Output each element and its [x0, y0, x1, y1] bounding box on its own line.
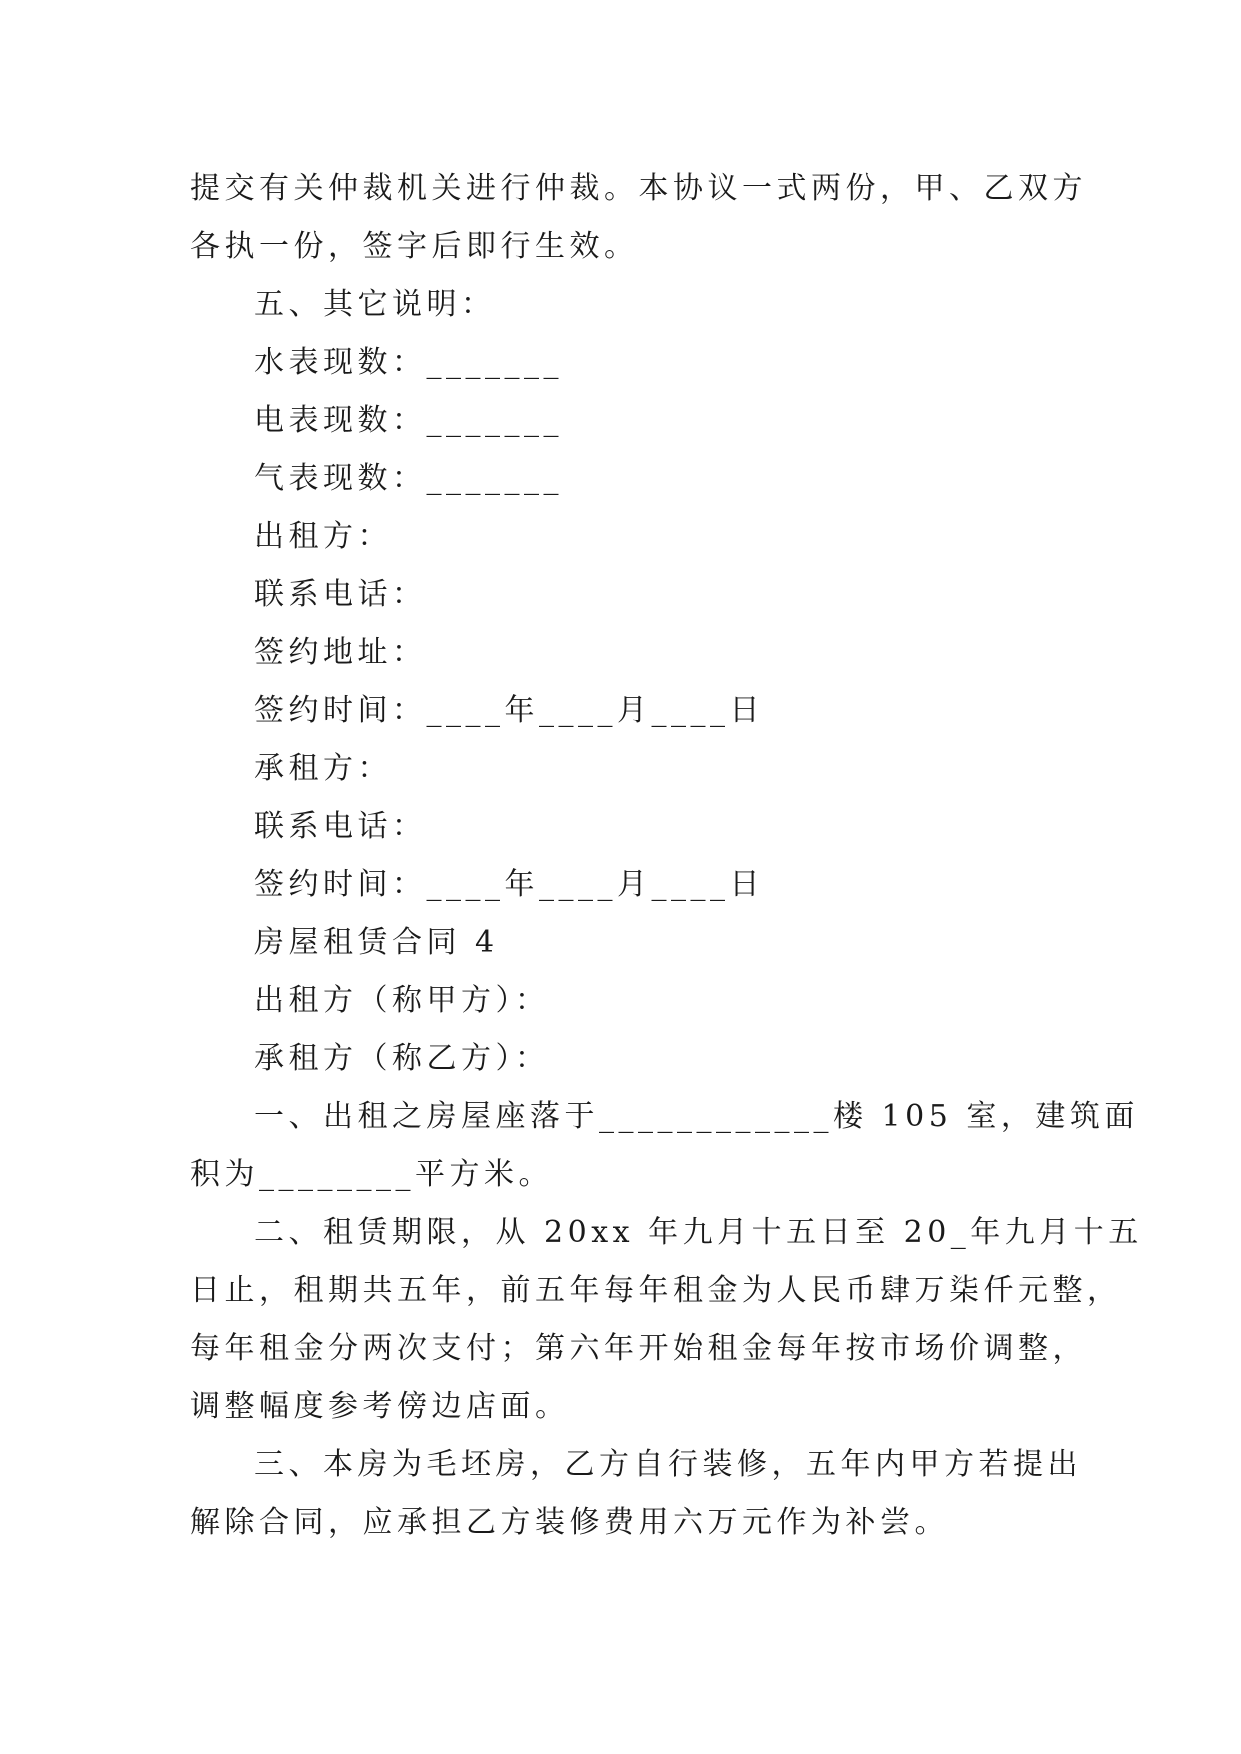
- gas-meter-reading: 气表现数：_______: [254, 461, 563, 496]
- clause-1-line: 一、出租之房屋座落于____________楼 105 室，建筑面: [254, 1099, 1139, 1134]
- lessor-signing-date: 签约时间：____年____月____日: [254, 693, 764, 728]
- lessee-label: 承租方：: [254, 751, 392, 786]
- clause-2-line: 调整幅度参考傍边店面。: [190, 1389, 570, 1424]
- text-line: 提交有关仲裁机关进行仲裁。本协议一式两份，甲、乙双方: [190, 171, 1087, 206]
- clause-3-line: 解除合同，应承担乙方装修费用六万元作为补尝。: [190, 1505, 949, 1540]
- clause-1-line: 积为________平方米。: [190, 1157, 553, 1192]
- party-a-label: 出租方（称甲方）：: [254, 983, 550, 1018]
- document-body: [190, 160, 1143, 1552]
- text-line: 各执一份，签字后即行生效。: [190, 229, 639, 264]
- lessor-label: 出租方：: [254, 519, 392, 554]
- clause-2-line: 日止，租期共五年，前五年每年租金为人民币肆万柒仟元整，: [190, 1273, 1122, 1308]
- contract-title: 房屋租赁合同 4: [254, 925, 499, 960]
- clause-3-line: 三、本房为毛坯房，乙方自行装修，五年内甲方若提出: [254, 1447, 1082, 1482]
- lessee-signing-date: 签约时间：____年____月____日: [254, 867, 764, 902]
- clause-2-line: 二、租赁期限，从 20xx 年九月十五日至 20_年九月十五: [254, 1215, 1143, 1250]
- water-meter-reading: 水表现数：_______: [254, 345, 563, 380]
- lessee-phone-label: 联系电话：: [254, 809, 427, 844]
- signing-address-label: 签约地址：: [254, 635, 427, 670]
- section-heading-other-notes: 五、其它说明：: [254, 287, 496, 322]
- party-b-label: 承租方（称乙方）：: [254, 1041, 550, 1076]
- clause-2-line: 每年租金分两次支付；第六年开始租金每年按市场价调整，: [190, 1331, 1087, 1366]
- electric-meter-reading: 电表现数：_______: [254, 403, 563, 438]
- lessor-phone-label: 联系电话：: [254, 577, 427, 612]
